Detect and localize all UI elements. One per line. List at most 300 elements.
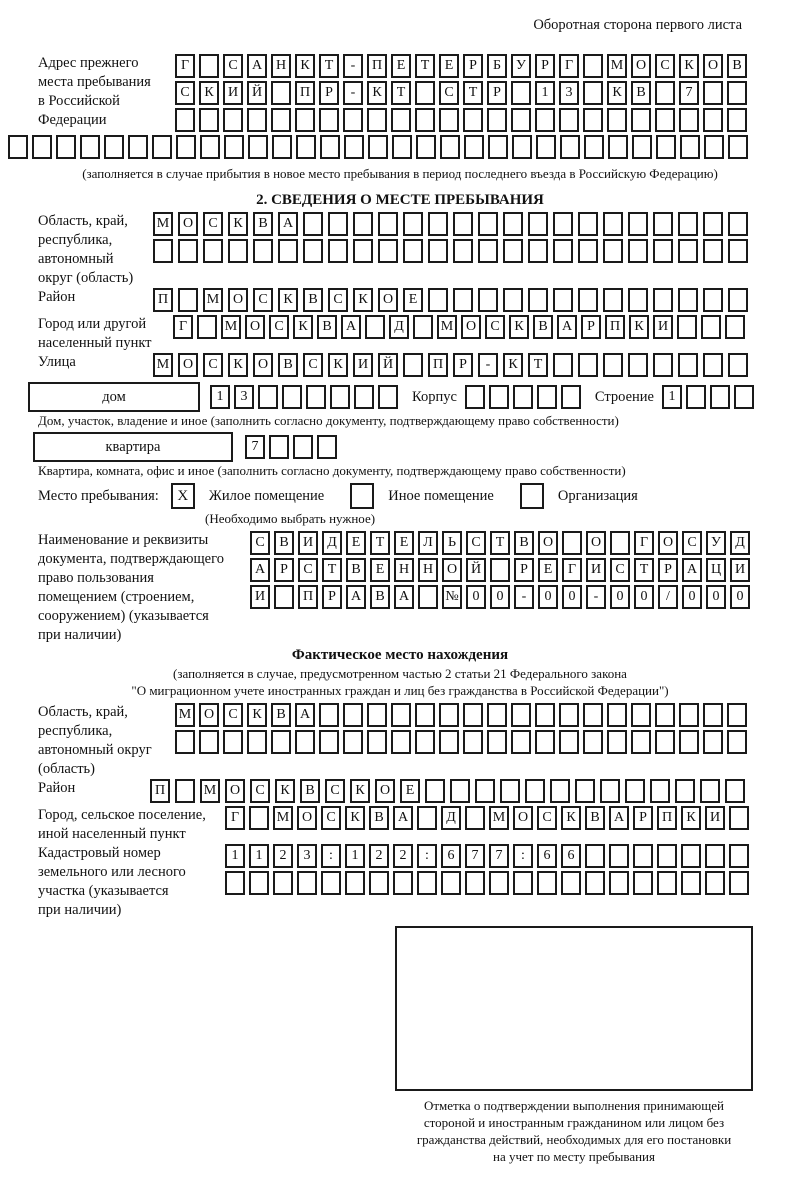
char-cell-empty[interactable] [583,54,603,78]
char-cell[interactable]: О [586,531,606,555]
char-cell-empty[interactable] [653,212,673,236]
char-cell-empty[interactable] [632,135,652,159]
char-cell-empty[interactable] [535,730,555,754]
char-cell[interactable]: - [343,81,363,105]
char-cell-empty[interactable] [367,703,387,727]
char-cell-empty[interactable] [575,779,595,803]
char-cell-empty[interactable] [293,435,313,459]
char-cell[interactable]: С [250,779,270,803]
organizatsiya-checkbox[interactable] [520,483,544,509]
char-cell-empty[interactable] [677,315,697,339]
char-cell-empty[interactable] [465,871,485,895]
zhiloe-checkbox[interactable]: X [171,483,195,509]
char-cell[interactable]: 0 [682,585,702,609]
char-cell-empty[interactable] [657,871,677,895]
char-cell[interactable]: 0 [610,585,630,609]
char-cell[interactable]: В [514,531,534,555]
char-cell[interactable]: П [295,81,315,105]
char-cell[interactable]: Т [319,54,339,78]
char-cell[interactable]: И [223,81,243,105]
char-cell[interactable]: У [511,54,531,78]
char-cell[interactable]: К [629,315,649,339]
char-cell-empty[interactable] [417,806,437,830]
char-cell[interactable]: С [175,81,195,105]
char-cell-empty[interactable] [153,239,173,263]
char-cell[interactable]: К [350,779,370,803]
char-cell-empty[interactable] [369,871,389,895]
char-cell-empty[interactable] [578,288,598,312]
char-cell-empty[interactable] [343,730,363,754]
char-cell-empty[interactable] [600,779,620,803]
char-cell[interactable]: Й [466,558,486,582]
char-cell-empty[interactable] [328,239,348,263]
char-cell[interactable]: А [346,585,366,609]
char-cell[interactable]: И [353,353,373,377]
char-cell-empty[interactable] [727,81,747,105]
char-cell-empty[interactable] [679,730,699,754]
char-cell-empty[interactable] [537,385,557,409]
char-cell-empty[interactable] [704,135,724,159]
char-cell-empty[interactable] [453,288,473,312]
char-cell-empty[interactable] [678,288,698,312]
char-cell-empty[interactable] [559,730,579,754]
char-cell[interactable]: С [610,558,630,582]
char-cell[interactable]: К [367,81,387,105]
char-cell[interactable]: О [378,288,398,312]
char-cell-empty[interactable] [727,108,747,132]
char-cell[interactable]: Р [514,558,534,582]
char-cell-empty[interactable] [609,871,629,895]
char-cell[interactable]: И [586,558,606,582]
char-cell[interactable]: И [653,315,673,339]
char-cell-empty[interactable] [679,108,699,132]
char-cell-empty[interactable] [679,703,699,727]
char-cell-empty[interactable] [450,779,470,803]
char-cell-empty[interactable] [345,871,365,895]
char-cell-empty[interactable] [487,703,507,727]
char-cell-empty[interactable] [553,353,573,377]
char-cell[interactable]: Е [400,779,420,803]
char-cell-empty[interactable] [703,288,723,312]
char-cell-empty[interactable] [378,212,398,236]
char-cell-empty[interactable] [415,81,435,105]
char-cell[interactable]: А [247,54,267,78]
char-cell[interactable]: 7 [465,844,485,868]
char-cell-empty[interactable] [559,108,579,132]
char-cell-empty[interactable] [503,288,523,312]
char-cell[interactable]: Т [415,54,435,78]
char-cell-empty[interactable] [728,353,748,377]
char-cell-empty[interactable] [728,239,748,263]
char-cell-empty[interactable] [537,871,557,895]
char-cell-empty[interactable] [633,871,653,895]
char-cell[interactable]: Б [487,54,507,78]
char-cell-empty[interactable] [725,779,745,803]
char-cell-empty[interactable] [391,730,411,754]
char-cell[interactable]: С [203,353,223,377]
char-cell-empty[interactable] [321,871,341,895]
char-cell-empty[interactable] [463,703,483,727]
char-cell-empty[interactable] [703,81,723,105]
char-cell[interactable]: В [370,585,390,609]
char-cell[interactable]: М [273,806,293,830]
char-cell[interactable]: Т [463,81,483,105]
char-cell[interactable]: Т [528,353,548,377]
char-cell-empty[interactable] [368,135,388,159]
char-cell[interactable]: Е [439,54,459,78]
char-cell[interactable]: В [727,54,747,78]
char-cell-empty[interactable] [553,288,573,312]
char-cell-empty[interactable] [197,315,217,339]
char-cell-empty[interactable] [511,730,531,754]
char-cell-empty[interactable] [248,135,268,159]
char-cell-empty[interactable] [367,108,387,132]
char-cell[interactable]: С [321,806,341,830]
char-cell-empty[interactable] [273,871,293,895]
char-cell-empty[interactable] [378,385,398,409]
char-cell[interactable]: Р [319,81,339,105]
char-cell-empty[interactable] [378,239,398,263]
char-cell[interactable]: А [341,315,361,339]
char-cell-empty[interactable] [415,703,435,727]
char-cell-empty[interactable] [278,239,298,263]
char-cell-empty[interactable] [603,353,623,377]
char-cell[interactable]: О [442,558,462,582]
char-cell[interactable]: К [278,288,298,312]
char-cell[interactable]: Г [175,54,195,78]
char-cell-empty[interactable] [487,108,507,132]
char-cell-empty[interactable] [503,239,523,263]
char-cell-empty[interactable] [656,135,676,159]
char-cell[interactable]: Р [463,54,483,78]
char-cell[interactable]: 7 [679,81,699,105]
char-cell-empty[interactable] [152,135,172,159]
char-cell[interactable]: В [346,558,366,582]
char-cell-empty[interactable] [330,385,350,409]
char-cell-empty[interactable] [728,135,748,159]
char-cell-empty[interactable] [320,135,340,159]
char-cell[interactable]: 2 [273,844,293,868]
char-cell-empty[interactable] [344,135,364,159]
char-cell[interactable]: Т [634,558,654,582]
char-cell-empty[interactable] [607,108,627,132]
char-cell-empty[interactable] [553,212,573,236]
char-cell-empty[interactable] [343,703,363,727]
char-cell[interactable]: Г [173,315,193,339]
char-cell[interactable]: С [325,779,345,803]
char-cell-empty[interactable] [365,315,385,339]
char-cell[interactable]: О [375,779,395,803]
char-cell-empty[interactable] [441,871,461,895]
char-cell-empty[interactable] [478,239,498,263]
char-cell-empty[interactable] [705,844,725,868]
char-cell[interactable]: Е [538,558,558,582]
char-cell-empty[interactable] [295,108,315,132]
char-cell-empty[interactable] [253,239,273,263]
char-cell-empty[interactable] [428,288,448,312]
char-cell[interactable]: - [478,353,498,377]
char-cell-empty[interactable] [463,730,483,754]
char-cell[interactable]: С [485,315,505,339]
char-cell-empty[interactable] [247,108,267,132]
char-cell[interactable]: К [681,806,701,830]
char-cell-empty[interactable] [303,239,323,263]
char-cell[interactable]: 0 [730,585,750,609]
char-cell-empty[interactable] [417,871,437,895]
char-cell-empty[interactable] [512,135,532,159]
char-cell[interactable]: К [345,806,365,830]
char-cell-empty[interactable] [439,703,459,727]
char-cell[interactable]: Г [634,531,654,555]
char-cell[interactable]: Т [322,558,342,582]
char-cell[interactable]: В [300,779,320,803]
char-cell[interactable]: Л [418,531,438,555]
char-cell[interactable]: М [437,315,457,339]
char-cell[interactable]: 1 [249,844,269,868]
char-cell-empty[interactable] [465,806,485,830]
char-cell[interactable]: Т [490,531,510,555]
char-cell[interactable]: - [586,585,606,609]
char-cell-empty[interactable] [200,135,220,159]
char-cell-empty[interactable] [228,239,248,263]
char-cell[interactable]: А [250,558,270,582]
char-cell[interactable]: К [275,779,295,803]
char-cell[interactable]: - [514,585,534,609]
char-cell[interactable]: 0 [466,585,486,609]
char-cell-empty[interactable] [653,239,673,263]
char-cell-empty[interactable] [553,239,573,263]
char-cell-empty[interactable] [199,108,219,132]
char-cell-empty[interactable] [319,108,339,132]
char-cell[interactable]: М [200,779,220,803]
char-cell-empty[interactable] [464,135,484,159]
char-cell-empty[interactable] [655,730,675,754]
char-cell[interactable]: К [228,353,248,377]
char-cell[interactable]: С [203,212,223,236]
char-cell[interactable]: К [228,212,248,236]
char-cell-empty[interactable] [734,385,754,409]
char-cell-empty[interactable] [8,135,28,159]
char-cell[interactable]: Д [441,806,461,830]
char-cell-empty[interactable] [535,108,555,132]
char-cell[interactable]: С [655,54,675,78]
char-cell-empty[interactable] [655,703,675,727]
char-cell[interactable]: 1 [535,81,555,105]
char-cell-empty[interactable] [705,871,725,895]
char-cell[interactable]: В [369,806,389,830]
char-cell-empty[interactable] [583,730,603,754]
char-cell-empty[interactable] [391,703,411,727]
char-cell-empty[interactable] [513,871,533,895]
char-cell-empty[interactable] [528,212,548,236]
char-cell[interactable]: Д [322,531,342,555]
char-cell[interactable]: - [343,54,363,78]
char-cell-empty[interactable] [513,385,533,409]
char-cell-empty[interactable] [428,212,448,236]
char-cell-empty[interactable] [703,239,723,263]
char-cell-empty[interactable] [607,703,627,727]
char-cell[interactable]: М [203,288,223,312]
char-cell-empty[interactable] [585,844,605,868]
char-cell-empty[interactable] [610,531,630,555]
char-cell-empty[interactable] [608,135,628,159]
char-cell-empty[interactable] [487,730,507,754]
char-cell[interactable]: О [658,531,678,555]
char-cell[interactable]: 0 [490,585,510,609]
char-cell-empty[interactable] [650,779,670,803]
char-cell-empty[interactable] [585,871,605,895]
char-cell-empty[interactable] [463,108,483,132]
char-cell[interactable]: С [269,315,289,339]
char-cell[interactable]: М [221,315,241,339]
char-cell[interactable]: Н [271,54,291,78]
char-cell[interactable]: 2 [369,844,389,868]
char-cell-empty[interactable] [728,288,748,312]
char-cell[interactable]: 1 [662,385,682,409]
char-cell-empty[interactable] [354,385,374,409]
char-cell[interactable]: А [557,315,577,339]
char-cell[interactable]: К [247,703,267,727]
char-cell-empty[interactable] [631,730,651,754]
char-cell-empty[interactable] [295,730,315,754]
char-cell[interactable]: М [489,806,509,830]
char-cell[interactable]: Ь [442,531,462,555]
char-cell[interactable]: 1 [225,844,245,868]
char-cell-empty[interactable] [675,779,695,803]
char-cell[interactable]: В [303,288,323,312]
char-cell-empty[interactable] [478,212,498,236]
char-cell-empty[interactable] [525,779,545,803]
char-cell-empty[interactable] [678,212,698,236]
char-cell[interactable]: : [513,844,533,868]
char-cell[interactable]: Р [487,81,507,105]
char-cell-empty[interactable] [603,212,623,236]
char-cell[interactable]: М [153,212,173,236]
char-cell[interactable]: Д [389,315,409,339]
char-cell-empty[interactable] [317,435,337,459]
char-cell[interactable]: И [298,531,318,555]
char-cell-empty[interactable] [725,315,745,339]
char-cell-empty[interactable] [353,212,373,236]
char-cell-empty[interactable] [282,385,302,409]
char-cell-empty[interactable] [269,435,289,459]
char-cell[interactable]: Е [394,531,414,555]
char-cell[interactable]: К [353,288,373,312]
char-cell[interactable]: : [417,844,437,868]
char-cell[interactable]: Е [391,54,411,78]
char-cell-empty[interactable] [703,353,723,377]
char-cell-empty[interactable] [703,703,723,727]
char-cell-empty[interactable] [475,779,495,803]
char-cell-empty[interactable] [653,288,673,312]
char-cell-empty[interactable] [633,844,653,868]
char-cell[interactable]: И [730,558,750,582]
char-cell[interactable]: 1 [345,844,365,868]
char-cell-empty[interactable] [686,385,706,409]
char-cell[interactable]: 6 [441,844,461,868]
char-cell-empty[interactable] [703,730,723,754]
char-cell[interactable]: Р [535,54,555,78]
char-cell-empty[interactable] [203,239,223,263]
char-cell-empty[interactable] [175,779,195,803]
char-cell[interactable]: Р [658,558,678,582]
char-cell-empty[interactable] [500,779,520,803]
char-cell-empty[interactable] [490,558,510,582]
char-cell-empty[interactable] [247,730,267,754]
char-cell-empty[interactable] [176,135,196,159]
char-cell[interactable]: С [223,54,243,78]
char-cell-empty[interactable] [175,108,195,132]
char-cell-empty[interactable] [225,871,245,895]
char-cell-empty[interactable] [415,108,435,132]
char-cell-empty[interactable] [628,353,648,377]
char-cell-empty[interactable] [328,212,348,236]
char-cell-empty[interactable] [413,315,433,339]
char-cell[interactable]: 0 [706,585,726,609]
char-cell-empty[interactable] [655,81,675,105]
char-cell-empty[interactable] [560,135,580,159]
char-cell[interactable]: Е [370,558,390,582]
char-cell[interactable]: К [293,315,313,339]
char-cell-empty[interactable] [439,730,459,754]
char-cell-empty[interactable] [319,703,339,727]
char-cell-empty[interactable] [607,730,627,754]
char-cell[interactable]: О [513,806,533,830]
char-cell[interactable]: П [153,288,173,312]
char-cell-empty[interactable] [700,779,720,803]
char-cell[interactable]: С [466,531,486,555]
char-cell[interactable]: С [439,81,459,105]
char-cell-empty[interactable] [403,212,423,236]
char-cell-empty[interactable] [583,108,603,132]
char-cell[interactable]: П [428,353,448,377]
char-cell-empty[interactable] [628,288,648,312]
char-cell[interactable]: П [605,315,625,339]
char-cell-empty[interactable] [603,288,623,312]
char-cell[interactable]: К [503,353,523,377]
char-cell-empty[interactable] [578,239,598,263]
char-cell[interactable]: С [537,806,557,830]
char-cell-empty[interactable] [678,239,698,263]
char-cell-empty[interactable] [678,353,698,377]
char-cell-empty[interactable] [274,585,294,609]
char-cell[interactable]: М [153,353,173,377]
char-cell[interactable]: : [321,844,341,868]
char-cell[interactable]: В [585,806,605,830]
char-cell[interactable]: Г [562,558,582,582]
char-cell-empty[interactable] [561,385,581,409]
char-cell[interactable]: С [303,353,323,377]
char-cell[interactable]: С [298,558,318,582]
char-cell[interactable]: П [150,779,170,803]
char-cell[interactable]: Е [403,288,423,312]
char-cell-empty[interactable] [728,212,748,236]
char-cell-empty[interactable] [415,730,435,754]
char-cell-empty[interactable] [393,871,413,895]
char-cell-empty[interactable] [178,239,198,263]
char-cell-empty[interactable] [727,730,747,754]
char-cell-empty[interactable] [561,871,581,895]
char-cell-empty[interactable] [416,135,436,159]
char-cell[interactable]: О [178,212,198,236]
char-cell[interactable]: К [679,54,699,78]
char-cell-empty[interactable] [199,730,219,754]
char-cell-empty[interactable] [271,81,291,105]
char-cell-empty[interactable] [453,212,473,236]
char-cell-empty[interactable] [223,730,243,754]
char-cell-empty[interactable] [249,871,269,895]
char-cell-empty[interactable] [428,239,448,263]
